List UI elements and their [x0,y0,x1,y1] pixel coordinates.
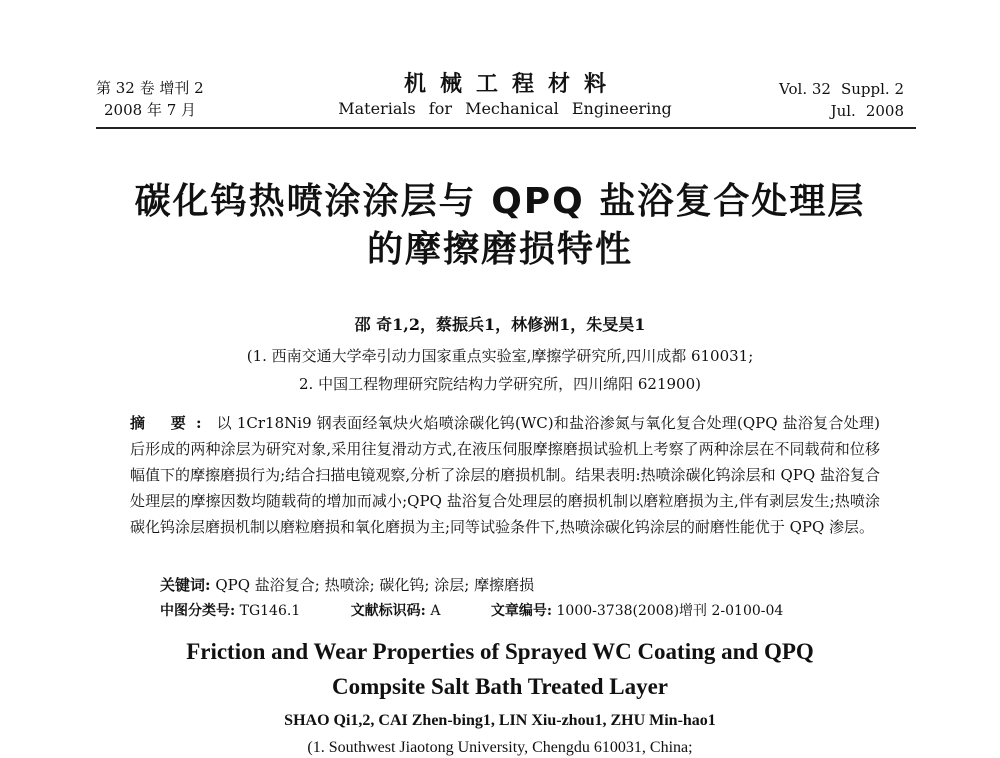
volume-en: Vol. 32 [779,80,831,98]
affiliation-1: (1. 西南交通大学牵引动力国家重点实验室,摩擦学研究所,四川成都 610031; [246,347,754,365]
header-left [96,77,204,121]
english-authors: SHAO Qi1,2, CAI Zhen-bing1, LIN Xiu-zhou1, ZHU Min-hao1 [284,712,716,729]
english-title-line-2: Compsite Salt Bath Treated Layer [331,674,669,699]
affiliation-2: 2. 中国工程物理研究院结构力学研究所，四川绵阳 621900) [299,375,701,393]
doc-code-label: 文献标识码: [350,603,426,619]
title-line-1: 碳化钨热喷涂涂层与 QPQ 盐浴复合处理层 [134,181,866,222]
affiliations-cn [60,342,940,398]
keywords-label: 关键词: [160,576,211,594]
journal-name [330,70,680,120]
clc-label: 中图分类号: [160,603,236,619]
date-cn: 2008 年 7 月 [104,101,197,119]
clc-value: TG146.1 [239,603,301,619]
header-rule [96,127,916,129]
keywords [160,574,534,595]
abstract-text: 以 1Cr18Ni9 钢表面经氧炔火焰喷涂碳化钨(WC)和盐浴渗氮与氧化复合处理(QPQ 盐浴复合处理)后形成的两种涂层为研究对象,采用往复滑动方式,在液压伺服摩擦磨损试验机上考察了两种涂层在不同载荷和位移幅值下的摩擦磨损行为;结合扫描电镜观察,分析了涂层的磨损机制。结果表明:热喷涂碳化钨涂层和 QPQ 盐浴复合处理层的摩擦因数均随载荷的增加而减小;QPQ 盐浴复合处理层的磨损机制以磨粒磨损为主,伴有剥层发生;热喷涂碳化钨涂层磨损机制以磨粒磨损和氧化磨损为主;同等试验条件下,热喷涂碳化钨涂层的耐磨性能优于 QPQ 渗层。 [130,414,880,536]
volume-cn: 第 32 卷 增刊 2 [96,79,204,97]
article-number-label: 文章编号: [490,603,553,619]
header-right [779,78,904,122]
doc-code-value: A [430,603,441,619]
keywords-text: QPQ 盐浴复合; 热喷涂; 碳化钨; 涂层; 摩擦磨损 [215,576,535,594]
classification-line [160,600,783,620]
title-line-2: 的摩擦磨损特性 [366,229,633,270]
abstract [130,410,880,540]
month-en: Jul. [830,102,856,120]
english-title [60,634,940,704]
article-number-value: 1000-3738(2008)增刊 2-0100-04 [556,603,784,619]
english-affiliation: (1. Southwest Jiaotong University, Chengdu 610031, China; [307,739,693,756]
year-en: 2008 [865,102,904,120]
journal-name-cn: 机械工程材料 [403,71,620,97]
authors-cn: 邵 奇1,2，蔡振兵1，林修洲1，朱旻昊1 [354,315,646,334]
abstract-label: 摘 要: [130,414,212,432]
journal-name-en: Materials for Mechanical Engineering [338,99,672,118]
english-title-line-1: Friction and Wear Properties of Sprayed WC Coating and QPQ [186,639,814,664]
suppl-en: Suppl. 2 [840,80,904,98]
paper-title [60,178,940,274]
